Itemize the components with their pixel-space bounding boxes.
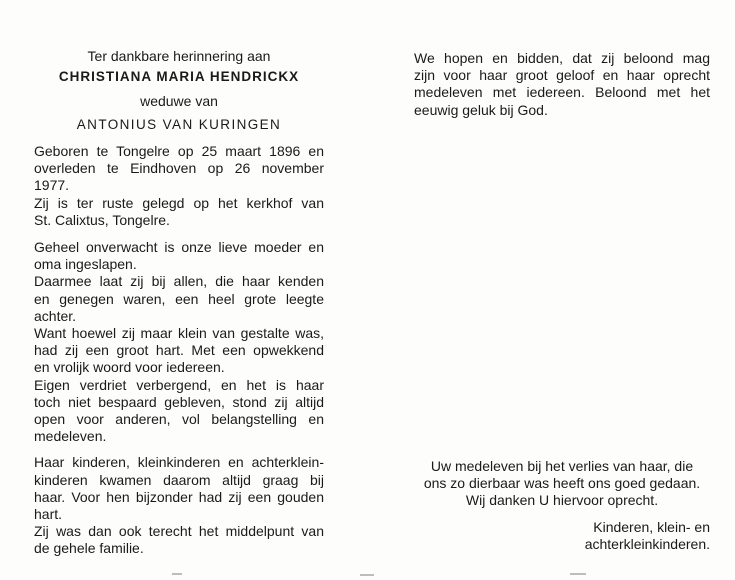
text-line: Geboren te Tongelre op 25 maart 1896 en bbox=[34, 143, 324, 159]
paragraph-grief bbox=[34, 377, 324, 446]
text-line: en genegen waren, een heel grote leegte bbox=[34, 290, 324, 307]
text-line: oma ingeslapen. bbox=[34, 256, 137, 273]
text-line: zijn voor haar groot geloof en haar oprecht bbox=[414, 67, 710, 84]
paragraph-heart bbox=[34, 325, 324, 377]
text-line: Zij is ter ruste gelegd op het kerkhof van bbox=[34, 194, 324, 211]
text-line: ons zo dierbaar was heeft ons goed gedaan. bbox=[423, 475, 701, 492]
text-line: haar. Voor hen bijzonder had zij een gouden bbox=[34, 488, 324, 505]
text-line: We hopen en bidden, dat zij beloond mag bbox=[414, 50, 710, 66]
text-line: Uw medeleven bij het verlies van haar, die bbox=[430, 458, 694, 474]
left-column bbox=[34, 48, 324, 558]
thanks-paragraph bbox=[414, 458, 710, 510]
text-line: Kinderen, klein- en bbox=[593, 519, 710, 535]
text-line: achter. bbox=[34, 307, 77, 324]
text-line: Want hoewel zij maar klein van gestalte was, bbox=[34, 325, 324, 342]
text-line: Zij was dan ook terecht het middelpunt van bbox=[34, 523, 324, 540]
text-line: 1977. bbox=[34, 177, 70, 194]
burial-paragraph bbox=[34, 195, 324, 229]
text-line: open voor anderen, vol belangstelling en bbox=[34, 411, 324, 428]
text-line: toch niet bespaard gebleven, stond zij altijd bbox=[34, 393, 324, 410]
scan-edge-artifacts bbox=[0, 565, 735, 580]
paragraph-family bbox=[34, 454, 324, 523]
birth-death-paragraph bbox=[34, 143, 324, 195]
scan-speck bbox=[570, 573, 586, 575]
intro-text: Ter dankbare herinnering aan bbox=[87, 48, 271, 64]
text-line: medeleven. bbox=[34, 428, 107, 445]
text-line: en vrolijk woord voor iedereen. bbox=[34, 359, 225, 376]
signoff bbox=[560, 519, 710, 553]
text-line: de gehele familie. bbox=[34, 540, 144, 557]
text-line: Eigen verdriet verbergend, en het is haar bbox=[34, 376, 324, 393]
widow-of-text: weduwe van bbox=[140, 93, 218, 109]
text-line: medeleven met iedereen. Beloond met het bbox=[414, 84, 710, 101]
text-line: hart. bbox=[34, 506, 63, 523]
prayer-paragraph bbox=[414, 50, 710, 119]
deceased-name: CHRISTIANA MARIA HENDRICKX bbox=[58, 69, 300, 84]
text-line: Haar kinderen, kleinkinderen en achterklein- bbox=[34, 454, 324, 471]
scan-speck bbox=[360, 574, 374, 576]
text-line: Daarmee laat zij bij allen, die haar kenden bbox=[34, 273, 324, 290]
text-line: Geheel onverwacht is onze lieve moeder en bbox=[34, 239, 324, 256]
text-line: St. Calixtus, Tongelre. bbox=[34, 211, 170, 228]
text-line: kinderen kwamen daarom altijd graag bij bbox=[34, 471, 324, 488]
paragraph-center bbox=[34, 523, 324, 557]
text-line: overleden te Eindhoven op 26 november bbox=[34, 160, 324, 177]
husband-name: ANTONIUS VAN KURINGEN bbox=[76, 117, 282, 132]
text-line: eeuwig geluk bij God. bbox=[414, 101, 548, 118]
text-line: had zij een groot hart. Met een opwekkend bbox=[34, 342, 324, 359]
text-line: achterkleinkinderen. bbox=[584, 536, 710, 553]
paragraph-sudden bbox=[34, 239, 324, 273]
text-line: Wij danken U hiervoor oprecht. bbox=[465, 492, 659, 509]
scan-speck bbox=[172, 573, 182, 575]
paragraph-void bbox=[34, 273, 324, 325]
